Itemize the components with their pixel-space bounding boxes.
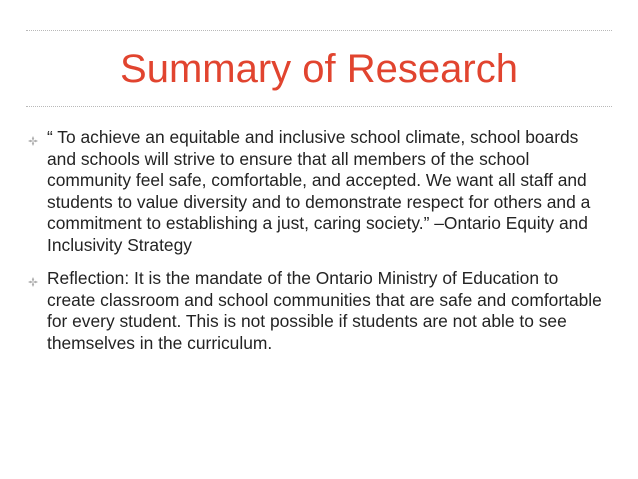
four-diamond-bullet-icon <box>28 277 38 287</box>
four-diamond-bullet-icon <box>28 136 38 146</box>
bullet-text: “ To achieve an equitable and inclusive school climate, school boards and schools will strive to ensure that all members of the school community feel safe, comfortable, and accepted. We want all staff and students to value diversity and to demonstrate respect for others and a commitment to establishing a just, caring society.” –Ontario Equity and Inclusivity Strategy <box>47 127 591 255</box>
bullet-item-reflection <box>30 268 610 354</box>
title-divider <box>26 106 612 107</box>
bullet-text: Reflection: It is the mandate of the Ontario Ministry of Education to create classroom and school communities that are safe and comfortable for every student. This is not possible if students are not able to see themselves in the curriculum. <box>47 268 602 353</box>
top-divider <box>26 30 612 31</box>
bullet-list <box>30 127 610 366</box>
bullet-item-quote <box>30 127 610 256</box>
slide-title: Summary of Research <box>120 47 518 91</box>
